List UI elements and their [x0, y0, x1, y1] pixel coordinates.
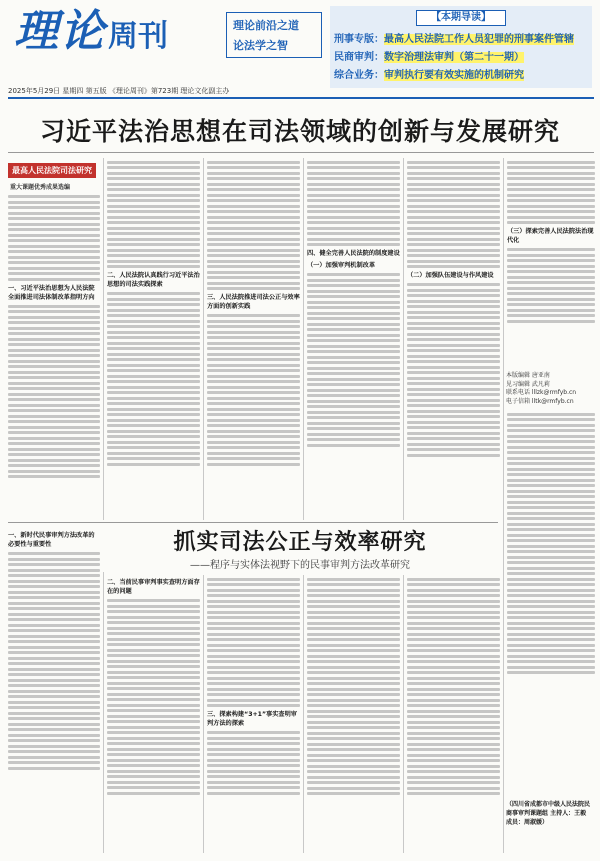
body-text-block [207, 314, 300, 466]
body-text-block [107, 599, 200, 795]
article2-column-2 [107, 575, 200, 853]
article1-column-4 [307, 158, 400, 520]
article2-column-1 [8, 528, 100, 853]
preview-item-text: 最高人民法院工作人员犯罪的刑事案件管辖 [384, 34, 574, 45]
article1-column-6 [507, 158, 595, 368]
motto-box [226, 12, 322, 58]
preview-title: 【本期导读】 [416, 10, 506, 26]
column-divider [203, 575, 204, 853]
newspaper-logo [14, 4, 168, 65]
section-subhead: 三、探索构建“3+1”事实查明审判方法的探索 [207, 711, 297, 727]
body-text-block [507, 161, 595, 225]
column-divider [303, 158, 304, 520]
body-text-block [107, 161, 200, 269]
body-text-block [307, 578, 400, 796]
editor-row[interactable]: 电子信箱 lltk@rmfyb.cn [506, 397, 574, 405]
research-group-note: （四川省成都市中级人民法院民商事审判课题组 主持人：王毅 成员：周淑媛） [506, 801, 591, 826]
body-text-block [307, 161, 400, 247]
column-divider [103, 158, 104, 520]
article-divider [8, 522, 498, 523]
preview-item-text: 数字治理法审判（第二十一期） [384, 52, 524, 63]
section-subhead: 二、人民法院认真践行习近平法治思想的司法实践探索 [107, 272, 200, 288]
motto-line-1: 理论前沿之道 [233, 19, 299, 32]
body-text-block [107, 292, 200, 466]
body-text-block [8, 552, 100, 770]
preview-item[interactable] [334, 30, 574, 45]
editor-contact [506, 372, 596, 406]
editor-row: 本版编辑 唐亚南 [506, 372, 550, 379]
column-divider [403, 575, 404, 853]
column-divider [103, 572, 104, 853]
logo-title: 理论 [14, 6, 106, 57]
preview-box [330, 6, 592, 88]
masthead-divider [8, 97, 594, 99]
article2-column-3 [207, 575, 300, 853]
preview-item[interactable] [334, 66, 524, 81]
preview-item-label: 民商审判： [334, 52, 384, 63]
editor-row[interactable]: 联系电话 lllzk@rmfyb.cn [506, 389, 577, 396]
preview-item-text: 审判执行要有效实施的机制研究 [384, 70, 524, 81]
column-divider [403, 158, 404, 520]
masthead [0, 0, 600, 100]
article2-headline[interactable]: 抓实司法公正与效率研究 [173, 529, 427, 555]
section-subhead: （二）加强队伍建设与作风建设 [407, 272, 494, 279]
body-text-block [507, 413, 595, 675]
column-divider [503, 158, 504, 853]
preview-item-label: 刑事专版： [334, 34, 384, 45]
article2-column-4 [307, 575, 400, 853]
column-divider [303, 575, 304, 853]
section-subhead: 一、习近平法治思想为人民法院全面推进司法体制改革指明方向 [8, 284, 95, 301]
article1-headline[interactable]: 习近平法治思想在司法领域的创新与发展研究 [39, 117, 560, 146]
body-text-block [507, 248, 595, 323]
body-text-block [207, 578, 300, 708]
body-text-block [207, 731, 300, 795]
body-text-block [8, 195, 100, 281]
right-column-continued [507, 410, 595, 795]
body-text-block [207, 161, 300, 291]
body-text-block [307, 273, 400, 447]
author-group: 重大课题优秀成果选编 [10, 184, 71, 191]
dateline: 2025年5月29日 星期四 第五版 《理论周刊》第723期 理论文化副主办 [8, 87, 230, 95]
body-text-block [407, 161, 500, 269]
section-subhead: 一、新时代民事审判方法改革的必要性与重要性 [8, 532, 95, 548]
headline-divider [8, 152, 594, 153]
preview-item-label: 综合业务： [334, 70, 384, 81]
preview-item[interactable] [334, 48, 524, 63]
article1-column-2 [107, 158, 200, 520]
section-subhead: （三）探索完善人民法院法治现代化 [507, 228, 594, 244]
editor-row: 见习编辑 武凡莉 [506, 380, 550, 388]
body-text-block [407, 578, 500, 796]
author-badge: 最高人民法院司法研究 [8, 163, 96, 178]
section-subhead: 四、健全完善人民法院的制度建设 [307, 250, 400, 257]
article1-column-3 [207, 158, 300, 520]
article2-column-5 [407, 575, 500, 853]
motto-line-2: 论法学之智 [233, 39, 288, 52]
article2-subtitle: ——程序与实体法视野下的民事审判方法改革研究 [190, 560, 410, 571]
article1-column-5 [407, 158, 500, 520]
section-subhead: 三、人民法院推进司法公正与效率方面的创新实践 [207, 294, 300, 310]
body-text-block [407, 283, 500, 457]
body-text-block [8, 305, 100, 479]
section-subhead: （一）加强审判机制改革 [307, 262, 376, 269]
article1-column-1 [8, 158, 100, 520]
section-subhead: 二、当前民事审判事实查明方面存在的问题 [107, 579, 200, 595]
column-divider [203, 158, 204, 520]
logo-weekly: 周刊 [108, 19, 168, 54]
